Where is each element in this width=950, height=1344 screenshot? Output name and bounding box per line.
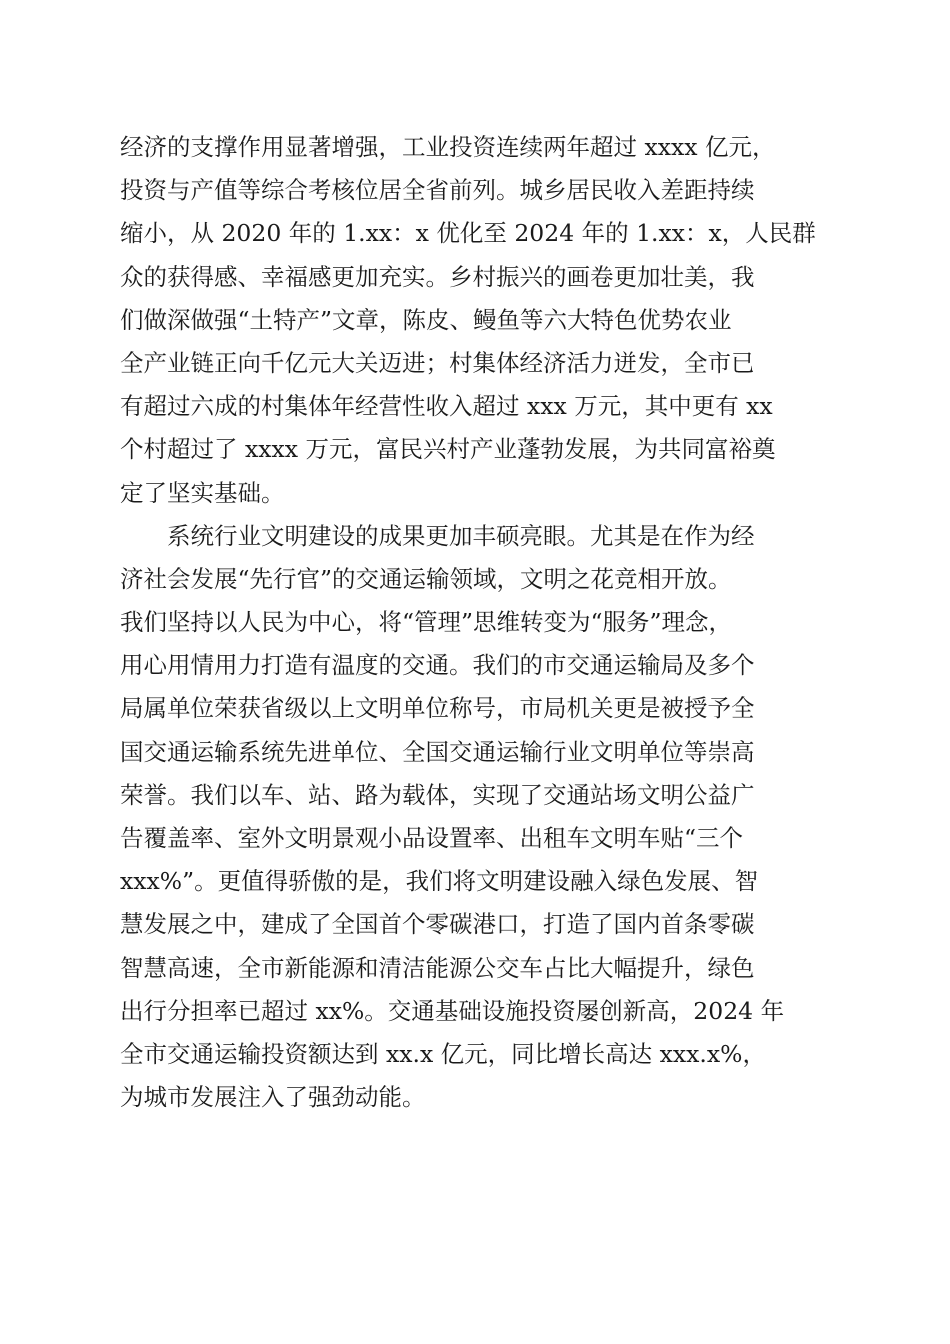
text-line: 经济的支撑作用显著增强，工业投资连续两年超过 xxxx 亿元， [120, 133, 776, 161]
text-line: 们做深做强“土特产”文章，陈皮、鳗鱼等六大特色优势农业 [120, 305, 732, 334]
text-line: 国交通运输系统先进单位、全国交通运输行业文明单位等崇高 [120, 737, 755, 766]
text-line: 慧发展之中，建成了全国首个零碳港口，打造了国内首条零碳 [120, 910, 755, 939]
text-line: 系统行业文明建设的成果更加丰硕亮眼。尤其是在作为经 [120, 521, 755, 550]
text-line: 全产业链正向千亿元大关迈进；村集体经济活力迸发，全市已 [120, 348, 755, 377]
text-line: 个村超过了 xxxx 万元，富民兴村产业蓬勃发展，为共同富裕奠 [120, 435, 776, 464]
text-line: 定了坚实基础。 [120, 478, 285, 507]
text-line: xxx%”。更值得骄傲的是，我们将文明建设融入绿色发展、智 [120, 867, 759, 896]
text-line: 智慧高速，全市新能源和清洁能源公交车占比大幅提升，绿色 [120, 953, 755, 982]
paragraph-transport [120, 515, 830, 1120]
text-line: 出行分担率已超过 xx%。交通基础设施投资屡创新高，2024 年 [120, 996, 785, 1025]
text-line: 我们坚持以人民为中心，将“管理”思维转变为“服务”理念， [120, 608, 733, 637]
text-line: 有超过六成的村集体年经营性收入超过 xxx 万元，其中更有 xx [120, 392, 773, 421]
text-line: 全市交通运输投资额达到 xx.x 亿元，同比增长高达 xxx.x%， [120, 1039, 766, 1068]
text-line: 投资与产值等综合考核位居全省前列。城乡居民收入差距持续 [120, 176, 755, 205]
text-line: 众的获得感、幸福感更加充实。乡村振兴的画卷更加壮美，我 [120, 262, 755, 291]
paragraph-economy [120, 126, 830, 515]
text-line: 为城市发展注入了强劲动能。 [120, 1083, 426, 1112]
text-line: 荣誉。我们以车、站、路为载体，实现了交通站场文明公益广 [120, 780, 755, 809]
text-line: 告覆盖率、室外文明景观小品设置率、出租车文明车贴“三个 [120, 824, 744, 852]
text-line: 用心用情用力打造有温度的交通。我们的市交通运输局及多个 [120, 651, 755, 680]
body-text [120, 126, 830, 1119]
text-line: 局属单位荣获省级以上文明单位称号，市局机关更是被授予全 [120, 694, 755, 723]
text-line: 济社会发展“先行官”的交通运输领域，文明之花竞相开放。 [120, 564, 732, 593]
text-line: 缩小，从 2020 年的 1.xx：x 优化至 2024 年的 1.xx：x，人民群 [120, 219, 816, 248]
